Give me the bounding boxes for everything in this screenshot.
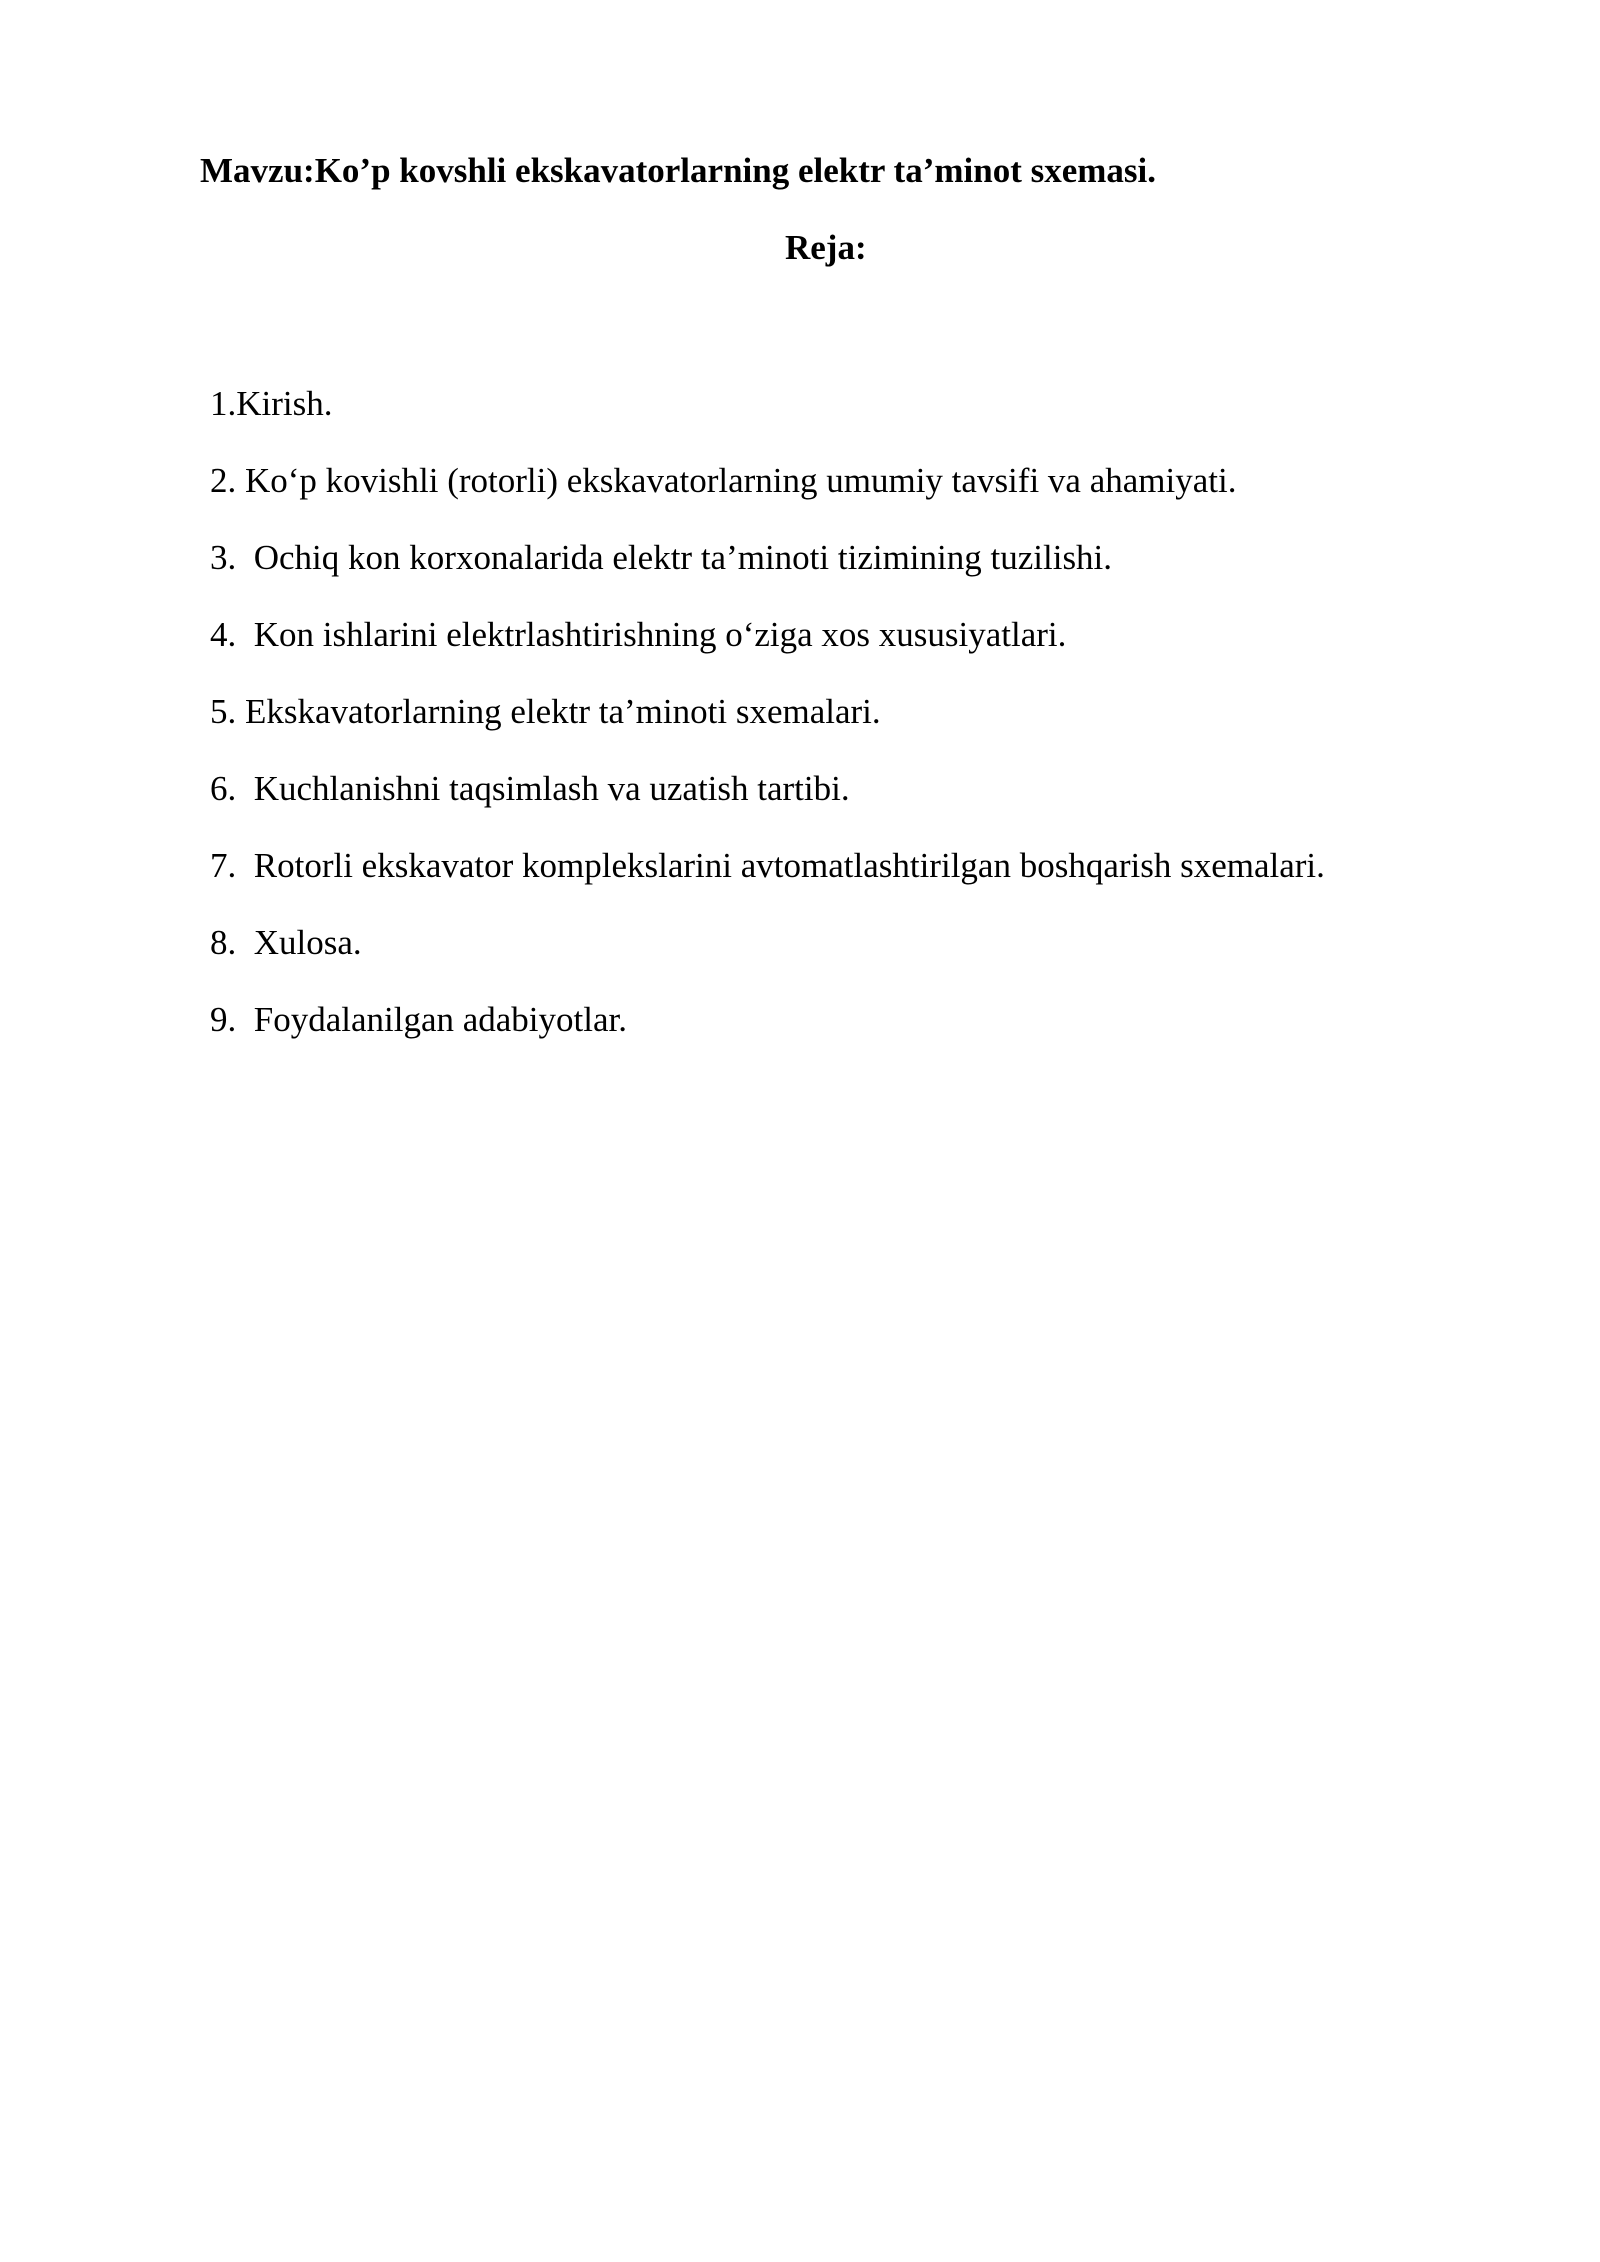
plan-item-8: 8. Xulosa. xyxy=(210,923,362,962)
plan-item-5: 5. Ekskavatorlarning elektr ta’minoti sxemalari. xyxy=(210,692,881,731)
plan-item-4: 4. Kon ishlarini elektrlashtirishning o‘ziga xos xususiyatlari. xyxy=(210,615,1067,654)
plan-item-7: 7. Rotorli ekskavator komplekslarini avtomatlashtirilgan boshqarish sxemalari. xyxy=(210,846,1325,885)
plan-item-1: 1.Kirish. xyxy=(210,384,333,423)
plan-item-2: 2. Ko‘p kovishli (rotorli) ekskavatorlarning umumiy tavsifi va ahamiyati. xyxy=(210,461,1237,500)
plan-item-3: 3. Ochiq kon korxonalarida elektr ta’minoti tizimining tuzilishi. xyxy=(210,538,1113,577)
document-title: Mavzu:Ko’p kovshli ekskavatorlarning elektr ta’minot sxemasi. xyxy=(200,151,1157,190)
plan-item-6: 6. Kuchlanishni taqsimlash va uzatish tartibi. xyxy=(210,769,850,808)
plan-heading: Reja: xyxy=(785,228,867,267)
plan-item-9: 9. Foydalanilgan adabiyotlar. xyxy=(210,1000,627,1039)
plan-list xyxy=(210,383,1325,1076)
